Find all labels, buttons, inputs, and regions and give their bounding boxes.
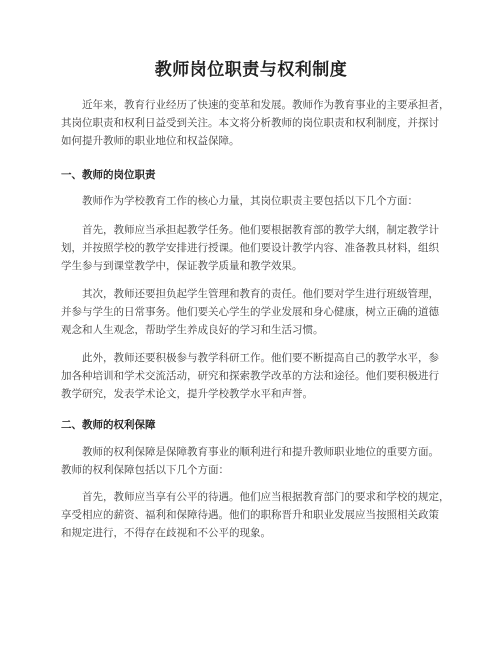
- paragraph: [61, 443, 456, 479]
- text-line: 观念和人生观念，帮助学生养成良好的学习和生活习惯。: [61, 324, 324, 336]
- section-heading: 二、教师的权利保障: [61, 419, 156, 431]
- text-line: 教师作为学校教育工作的核心力量，其岗位职责主要包括以下几个方面：: [82, 195, 418, 207]
- text-line: 和规定进行，不得存在歧视和不公平的现象。: [61, 527, 271, 539]
- paragraph: [61, 285, 456, 339]
- section-heading: 一、教师的岗位职责: [61, 169, 156, 181]
- paragraph: [61, 192, 456, 210]
- text-line: 教师的权利保障是保障教育事业的顺利进行和提升教师职业地位的重要方面。: [82, 446, 439, 458]
- text-line: 如何提升教师的职业地位和权益保障。: [61, 135, 240, 147]
- text-line: 近年来，教育行业经历了快速的变革和发展。教师作为教育事业的主要承担者，: [82, 99, 450, 111]
- paragraph: [61, 349, 456, 403]
- text-line: 加各种培训和学术交流活动，研究和探索教学改革的方法和途径。他们要积极进行: [61, 370, 439, 382]
- text-line: 此外，教师还要积极参与教学科研工作。他们要不断提高自己的教学水平，参: [82, 352, 439, 364]
- paragraph: [61, 221, 456, 275]
- text-line: 学生参与到课堂教学中，保证教学质量和教学效果。: [61, 260, 303, 272]
- text-line: 教师的权利保障包括以下几个方面：: [61, 464, 229, 476]
- text-line: 并参与学生的日常事务。他们要关心学生的学业发展和身心健康，树立正确的道德: [61, 306, 439, 318]
- text-line: 首先，教师应当承担起教学任务。他们要根据教育部的教学大纲，制定教学计: [82, 224, 439, 236]
- text-line: 教学研究，发表学术论文，提升学校教学水平和声誉。: [61, 388, 313, 400]
- paragraph: [61, 488, 456, 542]
- text-line: 划，并按照学校的教学安排进行授课。他们要设计教学内容、准备教具材料，组织: [61, 242, 439, 254]
- text-line: 首先，教师应当享有公平的待遇。他们应当根据教育部门的要求和学校的规定，: [82, 491, 450, 503]
- document-title: 教师岗位职责与权利制度: [154, 60, 348, 80]
- text-line: 享受相应的薪资、福利和保障待遇。他们的职称晋升和职业发展应当按照相关政策: [61, 509, 439, 521]
- text-line: 其岗位职责和权利日益受到关注。本文将分析教师的岗位职责和权利制度，并探讨: [61, 117, 439, 129]
- text-line: 其次，教师还要担负起学生管理和教育的责任。他们要对学生进行班级管理，: [82, 288, 439, 300]
- intro-paragraph: [61, 96, 456, 150]
